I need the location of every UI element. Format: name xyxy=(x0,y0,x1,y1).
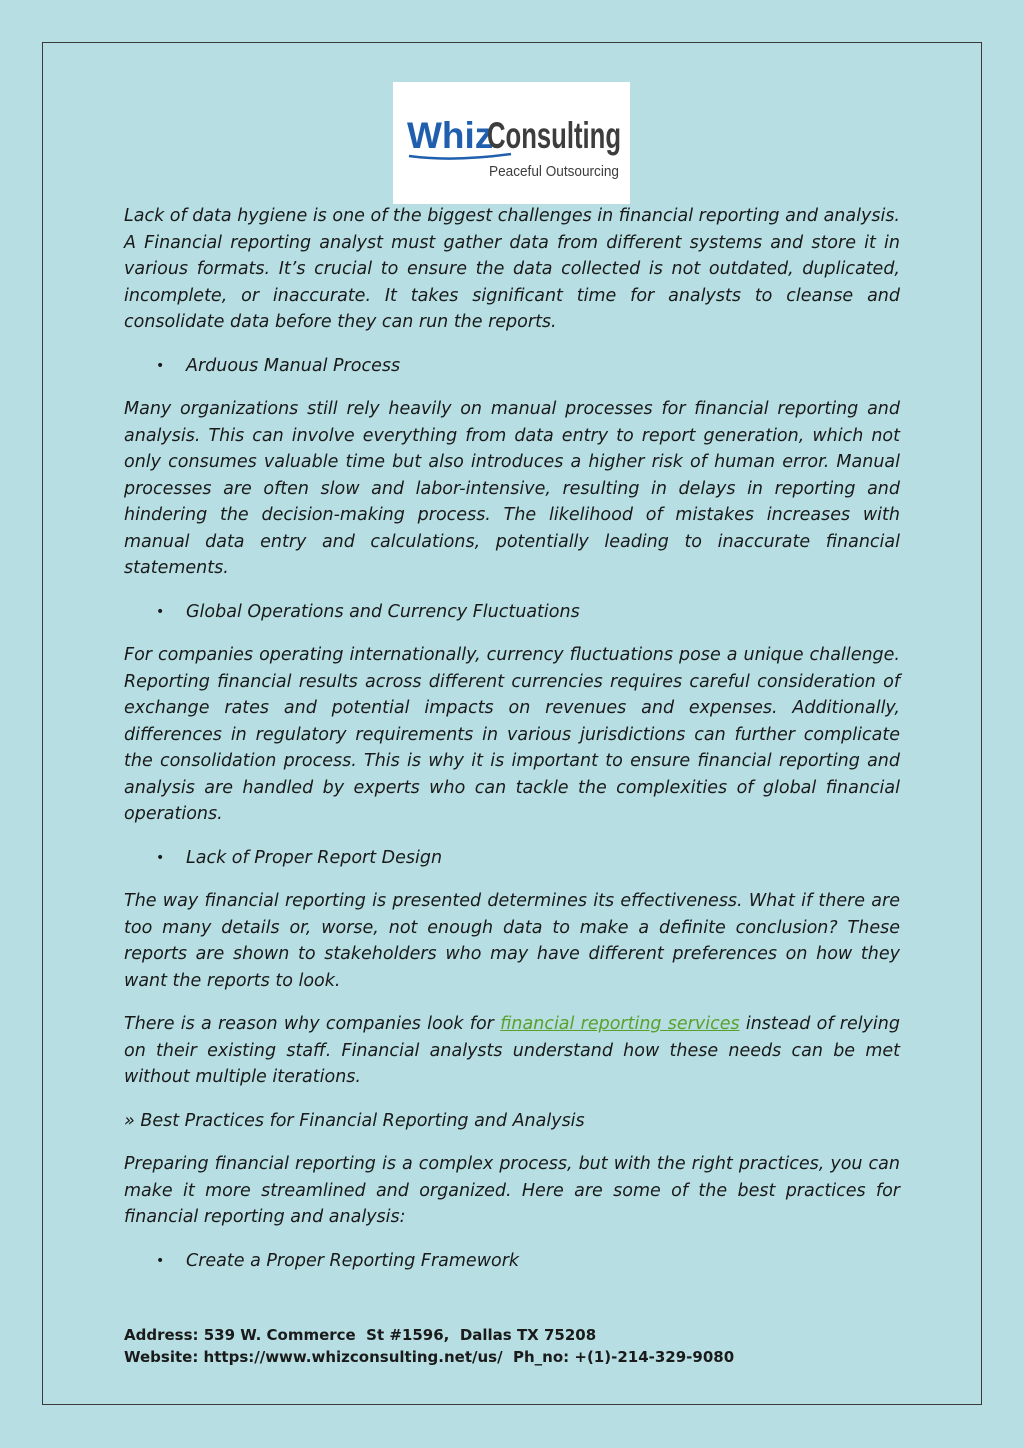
logo-tagline: Peaceful Outsourcing xyxy=(489,163,619,180)
logo-text-consulting: Consulting xyxy=(487,115,621,156)
bullet-icon: • xyxy=(156,357,165,374)
paragraph-text: There is a reason why companies look for xyxy=(124,1014,501,1034)
company-logo xyxy=(393,82,630,204)
paragraph-text: instead of relying on their existing staff. Financial analysts understand how these needs can be met without multiple iterations. xyxy=(124,1014,900,1087)
section-heading-best-practices: » Best Practices for Financial Reporting and Analysis xyxy=(124,1110,585,1131)
bullet-manual-process xyxy=(124,353,900,380)
footer xyxy=(124,1324,734,1368)
paragraph-reporting-services xyxy=(124,1011,900,1091)
bullet-label: Create a Proper Reporting Framework xyxy=(186,1250,520,1271)
bullet-icon: • xyxy=(156,849,165,866)
bullet-icon: • xyxy=(156,603,165,620)
paragraph-data-hygiene: Lack of data hygiene is one of the biggest challenges in financial reporting and analysis. A Financial reporting analyst must gather data from different systems and store it in various formats. It’s crucial to ensure the data collected is not outdated, duplicated, incomplete, or inaccurate. It takes significant time for analysts to cleanse and consolidate data before they can run the reports. xyxy=(124,206,900,332)
bullet-reporting-framework xyxy=(124,1248,900,1275)
logo-text-whiz: Whiz xyxy=(407,115,494,156)
bullet-label: Lack of Proper Report Design xyxy=(186,847,443,868)
footer-address: Address: 539 W. Commerce St #1596, Dallas TX 75208 xyxy=(124,1326,597,1344)
bullet-icon: • xyxy=(156,1252,165,1269)
footer-website: Website: https://www.whizconsulting.net/us/ Ph_no: +(1)-214-329-9080 xyxy=(124,1348,735,1366)
paragraph-report-design: The way financial reporting is presented determines its effectiveness. What if there are too many details or, worse, not enough data to make a definite conclusion? These reports are shown to stakeholders who may have different preferences on how they want the reports to look. xyxy=(124,891,900,991)
bullet-label: Arduous Manual Process xyxy=(186,355,401,376)
document-body xyxy=(124,203,900,1291)
paragraph-currency: For companies operating internationally, currency fluctuations pose a unique challenge. Reporting financial results across different currencies requires careful consideration of exchange rates and potential impacts on revenues and expenses. Additionally, differences in regulatory requirements in various jurisdictions can further complicate the consolidation process. This is why it is important to ensure financial reporting and analysis are handled by experts who can tackle the complexities of global financial operations. xyxy=(124,645,900,824)
bullet-global-operations xyxy=(124,599,900,626)
paragraph-best-practices-intro: Preparing financial reporting is a complex process, but with the right practices, you can make it more streamlined and organized. Here are some of the best practices for financial reporting and analysis: xyxy=(124,1154,900,1227)
paragraph-manual-process: Many organizations still rely heavily on manual processes for financial reporting and analysis. This can involve everything from data entry to report generation, which not only consumes valuable time but also introduces a higher risk of human error. Manual processes are often slow and labor-intensive, resulting in delays in reporting and hindering the decision-making process. The likelihood of mistakes increases with manual data entry and calculations, potentially leading to inaccurate financial statements. xyxy=(124,399,900,578)
bullet-report-design xyxy=(124,845,900,872)
financial-reporting-services-link[interactable]: financial reporting services xyxy=(500,1014,740,1034)
bullet-label: Global Operations and Currency Fluctuations xyxy=(186,601,580,622)
